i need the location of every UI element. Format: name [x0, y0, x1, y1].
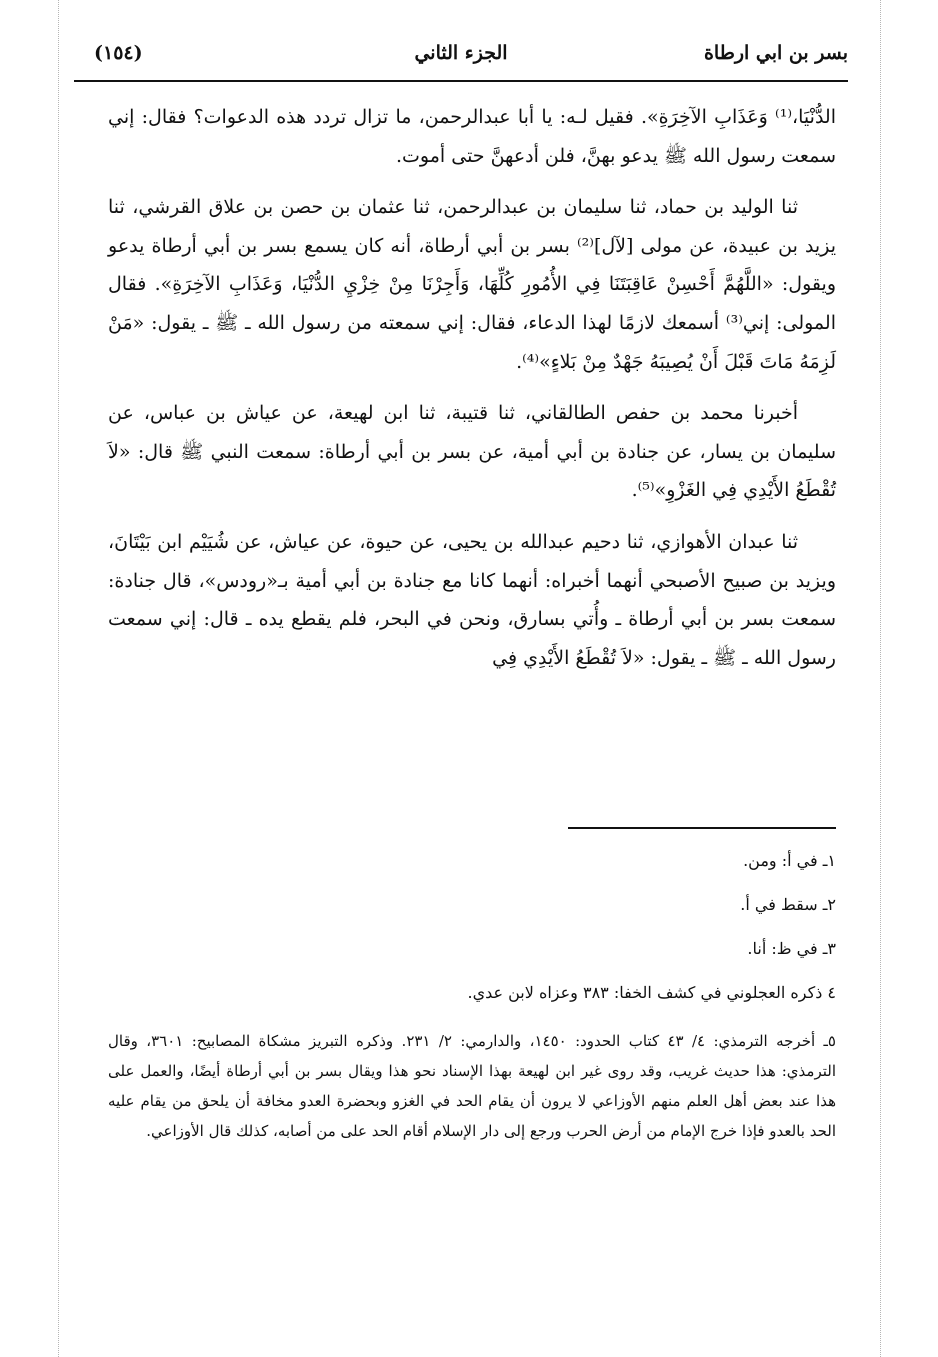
footnote-3: ٣ـ في ظ: أنا.	[747, 939, 836, 958]
page-number: (١٥٤)	[94, 42, 143, 64]
chapter-title: بسر بن ابي ارطاة	[703, 42, 848, 64]
running-header	[74, 36, 848, 70]
part-title: الجزء الثاني	[414, 42, 508, 64]
footnote-5: ٥ـ أخرجه الترمذي: ٤/ ٤٣ كتاب الحدود: ١٤٥٠، والدارمي: ٢/ ٢٣١. وذكره التبريز مشكاة المصابيح: ٣٦٠١، وقال الترمذي: هذا حديث غريب، وقد روى غير ابن لهيعة بهذا الإسناد نحو هذا ويقال بسر بن أبي أرطاة أيضًا، والعمل على هذا عند بعض أهل العلم منهم الأوزاعي لا يرون أن يقام الحد في الغزو وبحضرة العدو مخافة أن يلحق من يقام عليه الحد بالعدو فإذا خرج الإمام من أرض الحرب ورجع إلى دار الإسلام أقام الحد على من أصابه، كذلك قال الأوزاعي.	[108, 1032, 836, 1140]
footnote-2: ٢ـ سقط في أ.	[740, 895, 836, 914]
header-rule	[74, 80, 848, 82]
main-text	[108, 98, 836, 690]
footnote-separator	[568, 827, 836, 829]
footnote-4: ٤ ذكره العجلوني في كشف الخفا: ٣٨٣ وعزاه لابن عدي.	[467, 983, 836, 1002]
right-scan-border	[880, 0, 881, 1357]
left-scan-border	[58, 0, 59, 1357]
footnotes	[108, 850, 836, 1146]
paragraph-1: الدُّنْيَا،⁽¹⁾ وَعَذَابِ الآخِرَةِ». فقيل لـه: يا أبا عبدالرحمن، ما تزال تردد هذه الدعوات؟ فقال: إني سمعت رسول الله ﷺ يدعو بهنَّ، فلن أدعهنَّ حتى أموت.	[108, 106, 836, 167]
paragraph-2: ثنا الوليد بن حماد، ثنا سليمان بن عبدالرحمن، ثنا عثمان بن حصن بن علاق القرشي، ثنا يزيد بن عبيدة، عن مولى [لآل]⁽²⁾ بسر بن أبي أرطاة، أنه كان يسمع بسر بن أبي أرطاة يدعو ويقول: «اللَّهُمَّ أَحْسِنْ عَاقِبَتَنَا فِي الأُمُورِ كُلِّهَا، وَأَجِرْنَا مِنْ خِزْيِ الدُّنْيَا، وَعَذَابِ الآخِرَةِ». فقال المولى: إني⁽³⁾ أسمعك لازمًا لهذا الدعاء، فقال: إني سمعته من رسول الله ـ ﷺ ـ يقول: «مَنْ لَزِمَهُ مَاتَ قَبْلَ أَنْ يُصِيبَهُ جَهْدٌ مِنْ بَلاءٍ»⁽⁴⁾.	[108, 196, 836, 373]
paragraph-4: ثنا عبدان الأهوازي، ثنا دحيم عبدالله بن يحيى، عن حيوة، عن عياش، عن شُيَيْم ابن بَيْتَانَ، ويزيد بن صبيح الأصبحي أنهما أخبراه: أنهما كانا مع جنادة بن أبي أمية بـ«رودس»، قال جنادة: سمعت بسر بن أبي أرطاة ـ وأُتي بسارق، ونحن في البحر، فلم يقطع يده ـ قال: إني سمعت رسول الله ـ ﷺ ـ يقول: «لاَ تُقْطَعُ الأَيْدِي فِي	[108, 530, 836, 669]
paragraph-3: أخبرنا محمد بن حفص الطالقاني، ثنا قتيبة، ثنا ابن لهيعة، عن عياش بن عباس، عن سليمان بن يسار، عن جنادة بن أبي أمية، عن بسر بن أبي أرطاة: سمعت النبي ﷺ قال: «لاَ تُقْطَعُ الأَيْدِي فِي الغَزْوِ»⁽⁵⁾.	[108, 402, 836, 502]
footnote-1: ١ـ في أ: ومن.	[743, 851, 836, 870]
